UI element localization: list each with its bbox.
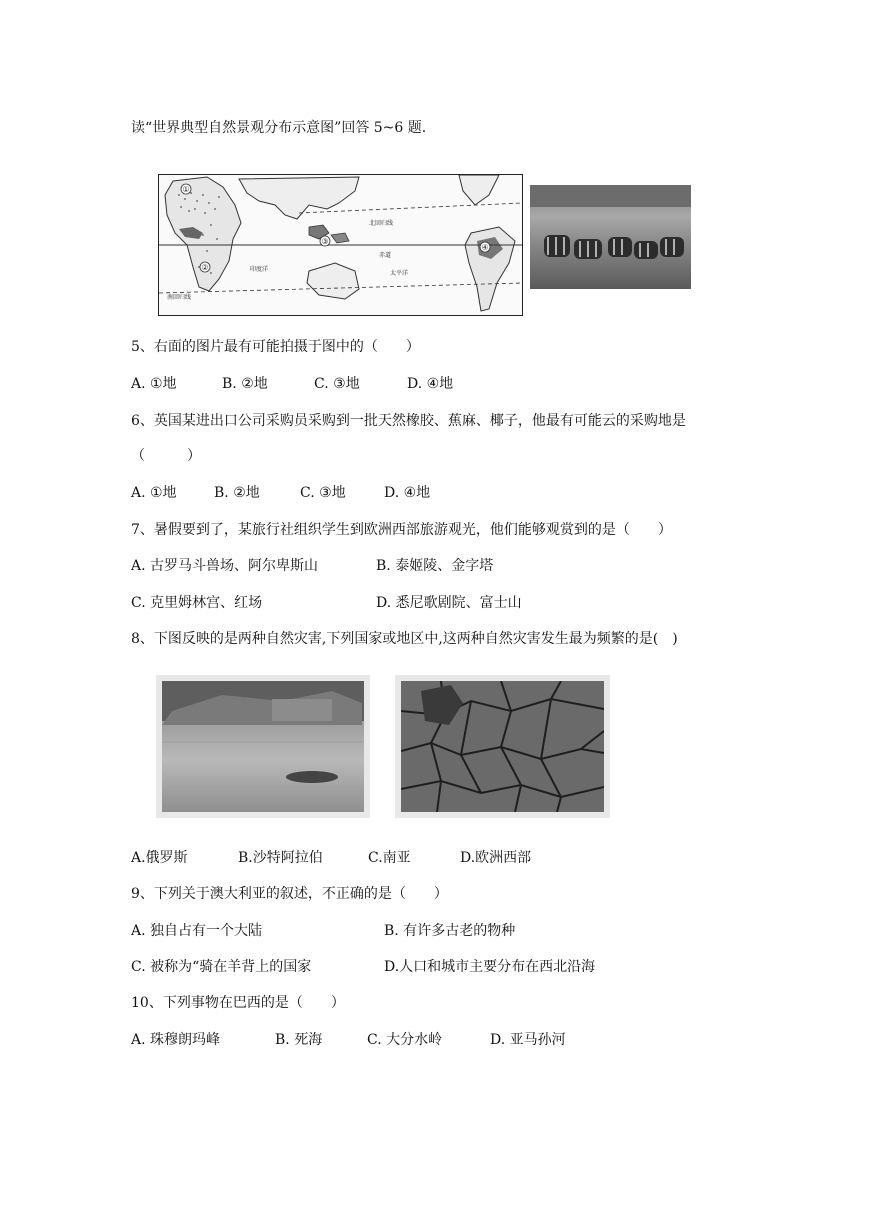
question-8-option-d[interactable]: D.欧洲西部 [460,850,532,866]
question-7-option-d[interactable]: D. 悉尼歌剧院、富士山 [376,595,522,611]
question-5-option-a[interactable]: A. ①地 [131,376,177,392]
question-10-option-b[interactable]: B. 死海 [275,1032,323,1048]
question-6-option-a[interactable]: A. ①地 [131,485,177,501]
zebra-savanna-photo [530,185,691,289]
question-9-option-b[interactable]: B. 有许多古老的物种 [384,923,516,939]
map-marker-2: ② [201,263,209,272]
map-label-equator: 赤道 [378,252,392,259]
world-map-svg [159,175,522,315]
cracked-earth-image [401,681,604,812]
question-5-option-b[interactable]: B. ②地 [222,376,268,392]
question-5-option-d[interactable]: D. ④地 [407,376,454,392]
drought-photo [395,675,610,818]
question-10-option-c[interactable]: C. 大分水岭 [367,1032,443,1048]
map-label-tropic-south: 南回归线 [166,294,192,301]
question-8-stem: 8、下图反映的是两种自然灾害,下列国家或地区中,这两种自然灾害发生最为频繁的是( ) [131,631,678,647]
question-8-option-b[interactable]: B.沙特阿拉伯 [238,850,323,866]
question-9-option-a[interactable]: A. 独自占有一个大陆 [131,923,263,939]
question-6-option-b[interactable]: B. ②地 [214,485,260,501]
question-7-option-c[interactable]: C. 克里姆林宫、红场 [131,595,263,611]
question-7-option-b[interactable]: B. 泰姬陵、金字塔 [376,558,494,574]
question-6-stem-bracket: （ ） [131,448,201,464]
flood-image [162,681,364,812]
question-5-option-c[interactable]: C. ③地 [314,376,360,392]
question-9-stem: 9、下列关于澳大利亚的叙述，不正确的是（ ） [131,886,448,902]
question-8-option-a[interactable]: A.俄罗斯 [131,850,188,866]
question-10-stem: 10、下列事物在巴西的是（ ） [131,995,345,1011]
map-label-tropic-north: 北回归线 [368,220,394,227]
question-6-stem: 6、英国某进出口公司采购员采购到一批天然橡胶、蕉麻、椰子，他最有可能云的采购地是 [131,413,686,429]
question-9-option-c[interactable]: C. 被称为“骑在羊背上的国家 [131,959,312,975]
intro-text: 读“世界典型自然景观分布示意图”回答 5~6 题. [131,120,427,136]
map-marker-4: ④ [481,243,489,252]
question-7-option-a[interactable]: A. 古罗马斗兽场、阿尔卑斯山 [131,558,319,574]
world-map-figure [158,174,523,316]
question-6-option-c[interactable]: C. ③地 [300,485,346,501]
question-10-option-a[interactable]: A. 珠穆朗玛峰 [131,1032,221,1048]
question-10-option-d[interactable]: D. 亚马孙河 [490,1032,566,1048]
question-8-option-c[interactable]: C.南亚 [368,850,411,866]
question-6-option-d[interactable]: D. ④地 [384,485,431,501]
map-label-indian-ocean: 印度洋 [249,266,269,273]
question-7-stem: 7、暑假要到了，某旅行社组织学生到欧洲西部旅游观光，他们能够观赏到的是（ ） [131,522,672,538]
zebra-herd-image [530,185,691,289]
map-marker-1: ① [182,185,190,194]
map-marker-3: ③ [321,237,329,246]
flood-photo [156,675,370,818]
map-label-pacific: 太平洋 [389,270,409,277]
question-5-stem: 5、右面的图片最有可能拍摄于图中的（ ） [131,339,420,355]
question-9-option-d[interactable]: D.人口和城市主要分布在西北沿海 [384,959,596,975]
